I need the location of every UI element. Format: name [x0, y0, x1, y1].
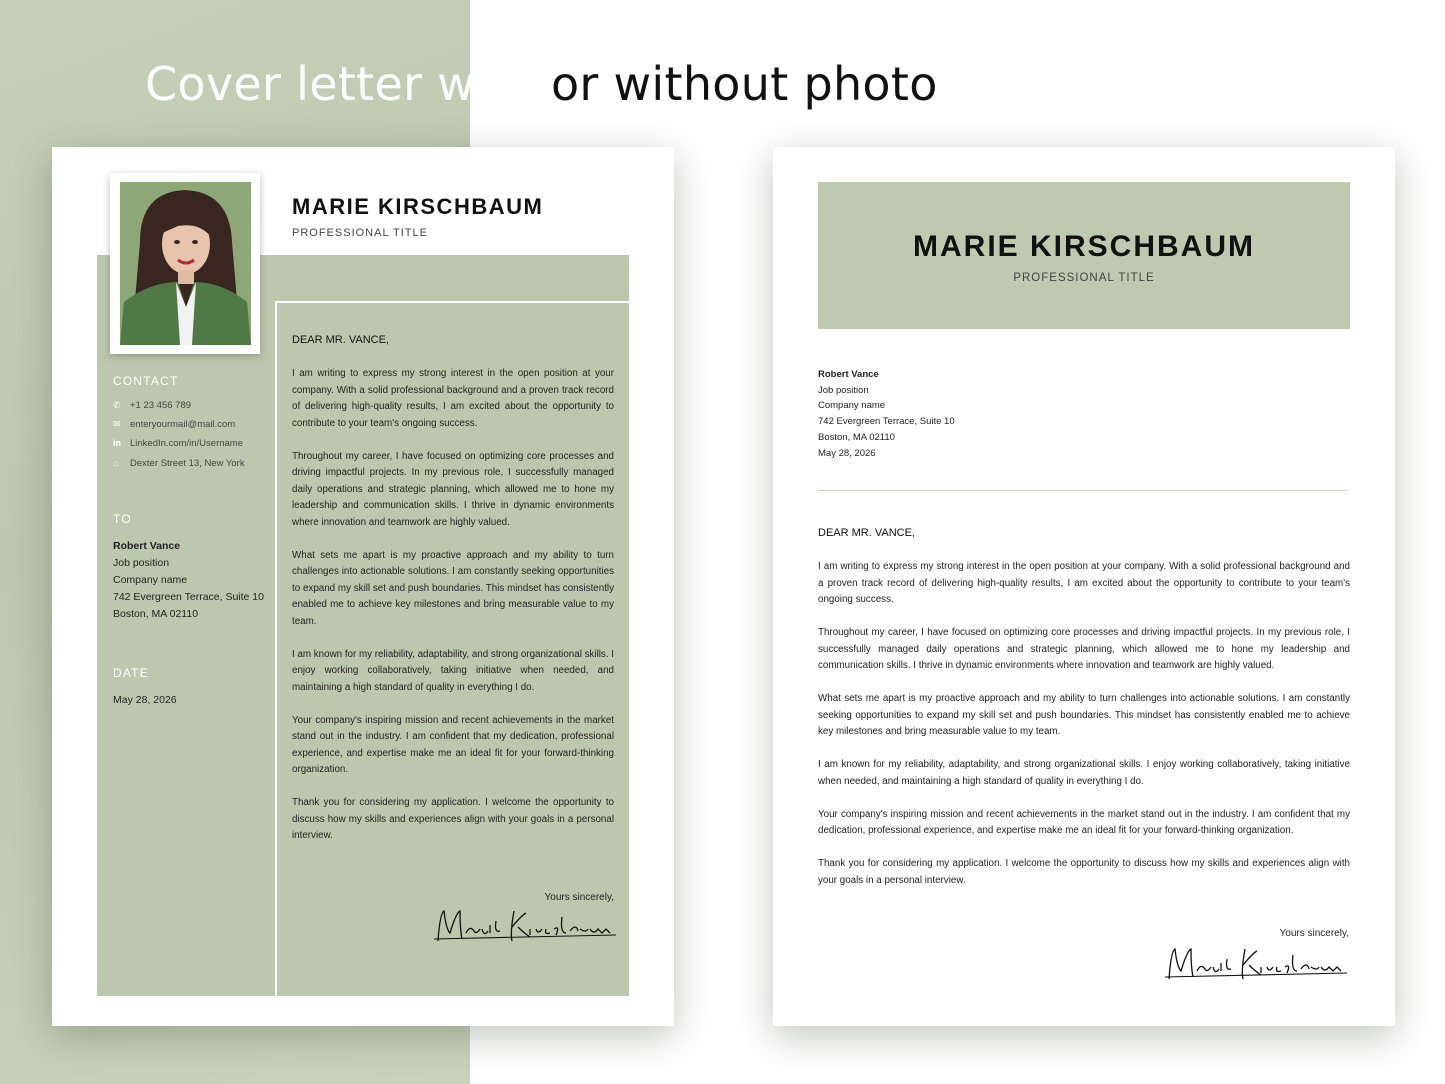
contact-linkedin: [113, 438, 243, 449]
recipient-name: Robert Vance: [818, 369, 879, 380]
name-heading: MARIE KIRSCHBAUM: [292, 194, 544, 219]
divider: [818, 490, 1348, 491]
recipient-company: Company name: [818, 400, 886, 412]
paragraph: What sets me apart is my proactive approach and my ability to turn challenges into actionable solutions. I am constantly seeking opportunities to expand my skill set and push boundaries. This mindset has consistently enabled me to achieve key milestones and bring measurable value to my team.: [818, 693, 1350, 737]
paragraph: Your company's inspiring mission and recent achievements in the market stand out in the industry. I am confident that my dedication, professional experience, and expertise make me an ideal fit for your forward-thinking organization.: [818, 808, 1350, 836]
paragraph: Throughout my career, I have focused on optimizing core processes and driving impactful projects. In my previous role, I successfully managed daily operations and strategic planning, which allowed me to hone my leadership and communication skills. I thrive in dynamic environments where innovation and teamwork are highly valued.: [818, 627, 1350, 671]
headline-part-white: Cover letter with: [145, 57, 551, 111]
recipient-block: [113, 538, 264, 623]
recipient-street: 742 Evergreen Terrace, Suite 10: [818, 416, 955, 428]
handwritten-signature: [1161, 941, 1351, 989]
paragraph: Thank you for considering my application. I welcome the opportunity to discuss how my skills and experiences align with your goals in a personal interview.: [818, 858, 1350, 886]
recipient-position: Job position: [818, 384, 869, 396]
home-icon: ⌂: [113, 458, 119, 468]
letter-body: [818, 559, 1350, 906]
date-value: May 28, 2026: [113, 694, 177, 706]
contact-phone: [113, 400, 191, 411]
paragraph: I am known for my reliability, adaptability, and strong organizational skills. I enjoy working collaboratively, taking initiative when needed, and maintaining a high standard of quality in everything I do.: [292, 648, 614, 693]
name-heading: MARIE KIRSCHBAUM: [913, 230, 1255, 263]
paragraph: I am known for my reliability, adaptability, and strong organizational skills. I enjoy working collaboratively, taking initiative when needed, and maintaining a high standard of quality in everything I do.: [818, 759, 1350, 787]
portrait-illustration: [120, 182, 251, 345]
phone-text: +1 23 456 789: [130, 400, 192, 411]
to-heading: TO: [113, 512, 132, 526]
headline-part-black: or without photo: [550, 57, 938, 111]
paragraph: Thank you for considering my application. I welcome the opportunity to discuss how my skills and experiences align with your goals in a personal interview.: [292, 797, 614, 841]
profile-photo: [110, 173, 260, 354]
date-heading: DATE: [113, 666, 149, 680]
email-text: enteryourmail@mail.com: [130, 419, 236, 430]
contact-address: [113, 458, 245, 469]
recipient-name: Robert Vance: [113, 540, 181, 552]
email-icon: ✉: [113, 419, 121, 429]
paragraph: Throughout my career, I have focused on optimizing core processes and driving impactful projects. In my previous role, I successfully managed daily operations and strategic planning, which allowed me to hone my leadership and communication skills. I thrive in dynamic environments where innovation and teamwork are highly valued.: [292, 450, 614, 528]
paragraph: What sets me apart is my proactive approach and my ability to turn challenges into actionable solutions. I am constantly seeking opportunities to expand my skill set and push boundaries. This mindset has consistently enabled me to achieve key milestones and bring measurable value to my team.: [292, 549, 614, 627]
recipient-block: [818, 367, 955, 461]
recipient-position: Job position: [113, 557, 170, 569]
linkedin-icon: in: [113, 438, 121, 448]
closing: Yours sincerely,: [1279, 928, 1349, 939]
recipient-city: Boston, MA 02110: [818, 431, 895, 443]
header-banner: [818, 182, 1350, 329]
recipient-city: Boston, MA 02110: [113, 608, 199, 620]
sidebar-panel: [97, 255, 276, 996]
address-text: Dexter Street 13, New York: [130, 458, 245, 469]
contact-heading: CONTACT: [113, 374, 179, 388]
professional-title: PROFESSIONAL TITLE: [1013, 272, 1155, 284]
handwritten-signature: [430, 903, 620, 951]
cover-letter-with-photo: [52, 147, 674, 1026]
closing: Yours sincerely,: [544, 892, 614, 903]
headline: [145, 56, 938, 112]
contact-email: [113, 419, 235, 430]
paragraph: Your company's inspiring mission and recent achievements in the market stand out in the industry. I am confident that my dedication, professional experience, and expertise make me an ideal fit for your forward-thinking organization.: [292, 714, 614, 775]
letter-body: [292, 366, 614, 861]
recipient-company: Company name: [113, 574, 188, 586]
linkedin-text: LinkedIn.com/in/Username: [130, 438, 243, 449]
cover-letter-without-photo: [773, 147, 1395, 1026]
professional-title: PROFESSIONAL TITLE: [292, 227, 428, 239]
salutation: DEAR MR. VANCE,: [818, 527, 915, 539]
salutation: DEAR MR. VANCE,: [292, 334, 389, 346]
recipient-street: 742 Evergreen Terrace, Suite 10: [113, 591, 264, 603]
phone-icon: ✆: [113, 400, 121, 410]
paragraph: I am writing to express my strong interest in the open position at your company. With a solid professional background and a proven track record of delivering high-quality results, I am excited about the opportunity to contribute to your team's ongoing success.: [818, 561, 1350, 605]
date-value: May 28, 2026: [818, 447, 876, 459]
paragraph: I am writing to express my strong interest in the open position at your company. With a solid professional background and a proven track record of delivering high-quality results, I am excited about the opportunity to contribute to your team's ongoing success.: [292, 368, 614, 429]
